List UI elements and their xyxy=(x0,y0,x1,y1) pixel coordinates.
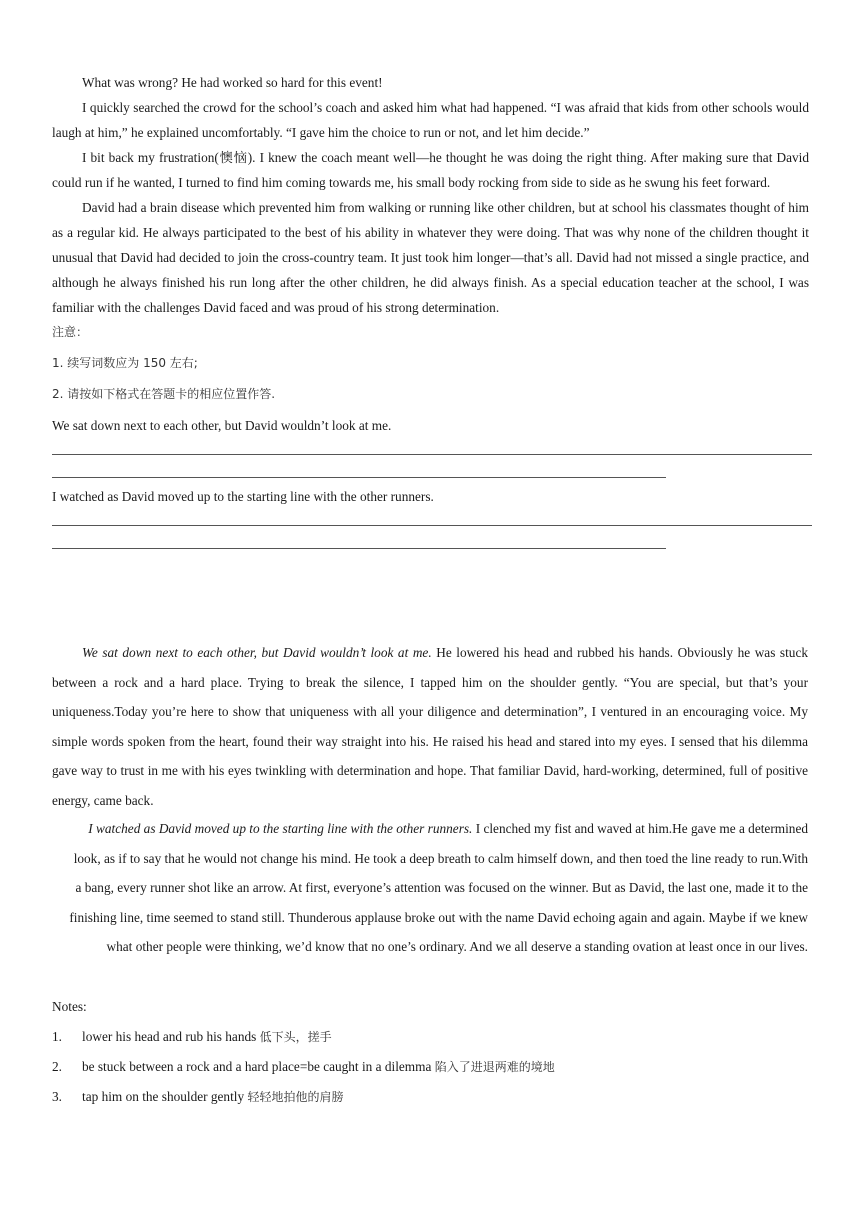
note-chinese: 低下头，搓手 xyxy=(259,1030,332,1044)
continuation-prompt: We sat down next to each other, but David wouldn’t look at me. xyxy=(52,418,392,433)
instruction-item: 1. 续写词数应为 150 左右; xyxy=(52,356,198,370)
paragraph: I quickly searched the crowd for the school’s coach and asked him what had happened. “I was afraid that kids from other schools would laugh at him,” he explained uncomfortably. “I gave him the choice to run or not, and let him decide.” xyxy=(52,100,809,140)
continuation-prompt: I watched as David moved up to the starting line with the other runners. xyxy=(52,489,434,504)
note-english: lower his head and rub his hands xyxy=(82,1029,260,1044)
notes xyxy=(52,992,808,1112)
passage xyxy=(52,70,809,555)
note-number: 1. xyxy=(52,1029,62,1044)
sample-essay xyxy=(52,638,808,816)
note-english: be stuck between a rock and a hard place=be caught in a dilemma xyxy=(82,1059,435,1074)
answer-line xyxy=(52,509,812,526)
notes-heading: Notes: xyxy=(52,999,87,1014)
paragraph: What was wrong? He had worked so hard for this event! xyxy=(82,75,383,90)
note-english: tap him on the shoulder gently xyxy=(82,1089,248,1104)
note-item xyxy=(52,1052,808,1082)
note-chinese: 轻轻地拍他的肩膀 xyxy=(247,1090,344,1104)
note-item xyxy=(52,1082,808,1112)
note-item xyxy=(52,1022,808,1052)
essay-body: He lowered his head and rubbed his hands. Obviously he was stuck between a rock and a hard place. Trying to break the silence, I tapped him on the shoulder gently. “You are special, but that’s your uniqueness.Today you’re here to show that uniqueness with all your diligence and determination”, I ventured in an encouraging voice. My simple words spoken from the heart, found their way straight into his. He raised his head and stared into my eyes. I sensed that his dilemma gave way to trust in me with his eyes twinkling with determination and hope. That familiar David, hard-working, determined, full of positive energy, came back. xyxy=(52,645,808,808)
note-chinese: 陷入了进退两难的境地 xyxy=(434,1060,555,1074)
essay-lead: We sat down next to each other, but David wouldn’t look at me. xyxy=(82,645,432,660)
essay-body: I clenched my fist and waved at him.He gave me a determined look, as if to say that he would not change his mind. He took a deep breath to calm himself down, and then toed the line ready to run.With a bang, every runner shot like an arrow. At first, everyone’s attention was focused on the winner. But as David, the last one, made it to the finishing line, time seemed to stand still. Thunderous applause broke out with the name David echoing again and again. Maybe if we knew what other people were thinking, we’d know that no one’s ordinary. And we all deserve a standing ovation at least once in our lives. xyxy=(69,821,808,955)
paragraph: David had a brain disease which prevented him from walking or running like other children, but at school his classmates thought of him as a regular kid. He always participated to the best of his ability in whatever they were doing. That was why none of the children thought it unusual that David had decided to join the cross-country team. It just took him longer—that’s all. David had not missed a single practice, and although he always finished his run long after the other children, he did always finish. As a special education teacher at the school, I was familiar with the challenges David faced and was proud of his strong determination. xyxy=(52,200,809,315)
answer-line xyxy=(52,438,812,455)
answer-line xyxy=(52,532,666,549)
note-number: 3. xyxy=(52,1089,62,1104)
paragraph: I bit back my frustration(懊恼). I knew the coach meant well—he thought he was doing the right thing. After making sure that David could run if he wanted, I turned to find him coming towards me, his small body rocking from side to side as he swung his feet forward. xyxy=(52,150,809,190)
essay-paragraph xyxy=(65,814,808,962)
note-number: 2. xyxy=(52,1059,62,1074)
answer-line xyxy=(52,461,666,478)
essay-paragraph xyxy=(52,638,808,816)
instruction-item: 2. 请按如下格式在答题卡的相应位置作答. xyxy=(52,387,276,401)
essay-lead: I watched as David moved up to the starting line with the other runners. xyxy=(88,821,473,836)
instructions-heading: 注意： xyxy=(52,325,89,339)
